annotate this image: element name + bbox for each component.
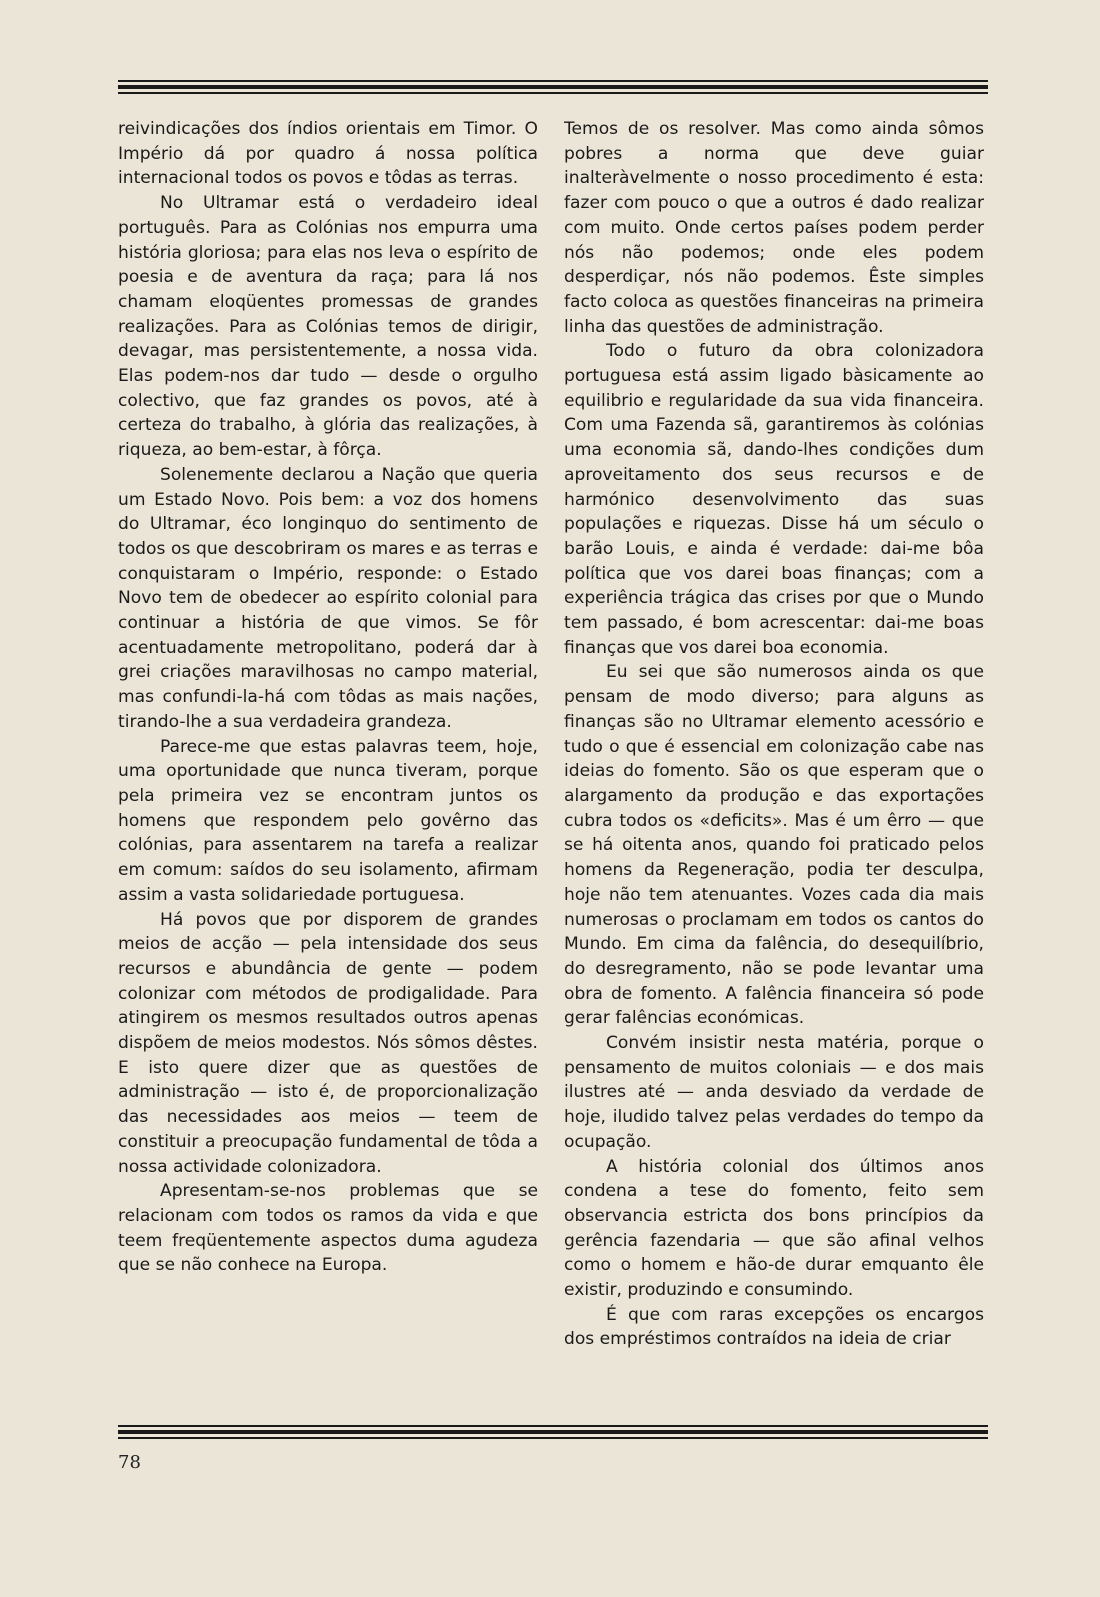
right-column	[564, 117, 984, 1417]
paragraph: No Ultramar está o verdadeiro ideal português. Para as Colónias nos empurra uma história gloriosa; para elas nos leva o espírito de poesia e de aventura da raça; para lá nos chamam eloqüentes promessas de grandes realizações. Para as Colónias temos de dirigir, devagar, mas persistentemente, a nossa vida. Elas podem-nos dar tudo — desde o orgulho colectivo, que faz grandes os povos, até à certeza do trabalho, à glória das realizações, à riqueza, ao bem-estar, à fôrça.	[118, 193, 538, 461]
paragraph: Há povos que por disporem de grandes meios de acção — pela intensidade dos seus recursos e abundância de gente — podem colonizar com métodos de prodigalidade. Para atingirem os mesmos resultados outros apenas dispõem de meios modestos. Nós sômos dêstes. E isto quere dizer que as questões de administração — isto é, de proporcionalização das necessidades aos meios — teem de constituir a preocupação fundamental de tôda a nossa actividade colonizadora.	[118, 909, 538, 1177]
paragraph: reivindicações dos índios orientais em Timor. O Império dá por quadro á nossa política internacional todos os povos e tôdas as terras.	[118, 119, 538, 189]
paragraph: Apresentam-se-nos problemas que se relacionam com todos os ramos da vida e que teem freqüentemente aspectos duma agudeza que se não conhece na Europa.	[118, 1181, 538, 1276]
paragraph: Convém insistir nesta matéria, porque o pensamento de muitos coloniais — e dos mais ilustres até — anda desviado da verdade de hoje, iludido talvez pelas verdades do tempo da ocupação.	[564, 1033, 984, 1152]
paragraph: Todo o futuro da obra colonizadora portuguesa está assim ligado bàsicamente ao equilibrio e regularidade da sua vida financeira. Com uma Fazenda sã, garantiremos às colónias uma economia sã, dando-lhes condições dum aproveitamento dos seus recursos e de harmónico desenvolvimento das suas populações e riquezas. Disse há um século o barão Louis, e ainda é verdade: dai-me bôa política que vos darei boas finanças; com a experiência trágica das crises por que o Mundo tem passado, é bom acrescentar: dai-me boas finanças que vos darei boa economia.	[564, 341, 984, 658]
paragraph: Temos de os resolver. Mas como ainda sômos pobres a norma que deve guiar inalteràvelmente o nosso procedimento é esta: fazer com pouco o que a outros é dado realizar com muito. Onde certos países podem perder nós não podemos; onde eles podem desperdiçar, nós não podemos. Êste simples facto coloca as questões financeiras na primeira linha das questões de administração.	[564, 119, 984, 337]
paragraph: É que com raras excepções os encargos dos empréstimos contraídos na ideia de criar	[564, 1304, 984, 1350]
header-rule	[118, 80, 988, 97]
paragraph: A história colonial dos últimos anos condena a tese do fomento, feito sem observancia estricta dos bons princípios da gerência fazendaria — que são afinal velhos como o homem e hão-de durar emquanto êle existir, produzindo e consumindo.	[564, 1156, 984, 1301]
left-column	[118, 117, 538, 1417]
paragraph: Eu sei que são numerosos ainda os que pensam de modo diverso; para alguns as finanças são no Ultramar elemento acessório e tudo o que é essencial em colonização cabe nas ideias do fomento. São os que esperam que o alargamento da produção e das exportações cubra todos os «deficits». Mas é um êrro — que se há oitenta anos, quando foi praticado pelos homens da Regeneração, podia ter desculpa, hoje não tem atenuantes. Vozes cada dia mais numerosas o proclamam em todos os cantos do Mundo. Em cima da falência, do desequilíbrio, do desregramento, não se pode levantar uma obra de fomento. A falência financeira só pode gerar falências económicas.	[564, 662, 984, 1029]
footer-rule	[118, 1425, 988, 1442]
paragraph: Solenemente declarou a Nação que queria um Estado Novo. Pois bem: a voz dos homens do Ultramar, éco longinquo do sentimento de todos os que descobriram os mares e as terras e conquistaram o Império, responde: o Estado Novo tem de obedecer ao espírito colonial para continuar a história de que vimos. Se fôr acentuadamente metropolitano, poderá dar à grei criações maravilhosas no campo material, mas confundi-la-há com tôdas as mais nações, tirando-lhe a sua verdadeira grandeza.	[118, 464, 538, 732]
paragraph: Parece-me que estas palavras teem, hoje, uma oportunidade que nunca tiveram, porque pela primeira vez se encontram juntos os homens que respondem pelo govêrno das colónias, para assentarem na tarefa a realizar em comum: saídos do seu isolamento, afirmam assim a vasta solidariedade portuguesa.	[118, 736, 538, 905]
page-number: 78	[118, 1452, 141, 1473]
